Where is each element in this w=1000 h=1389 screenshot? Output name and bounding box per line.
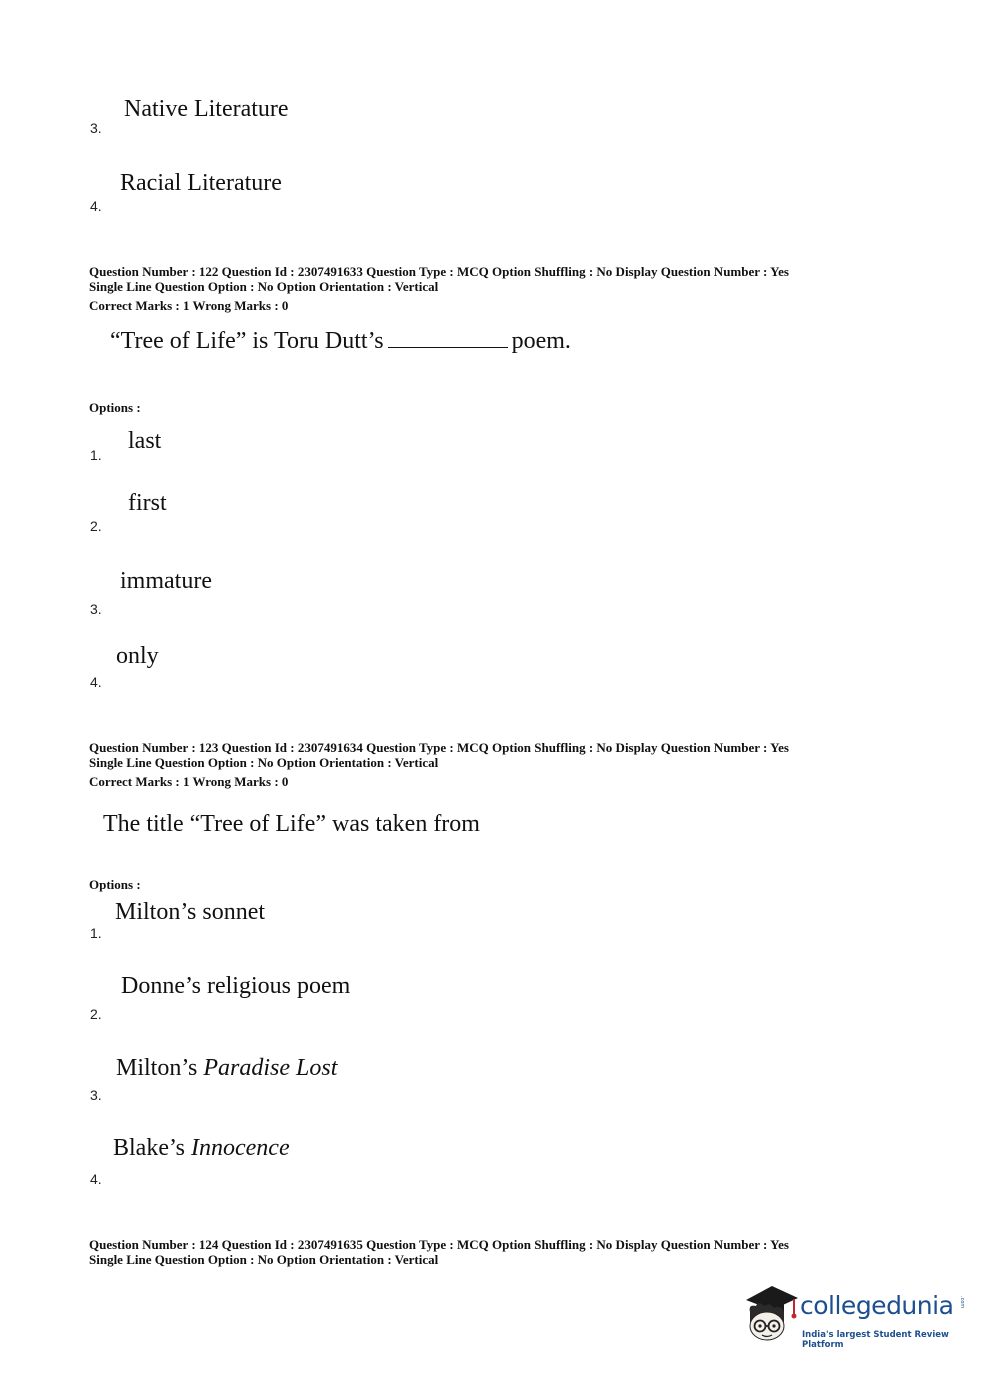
question-meta [89, 264, 789, 294]
option-text [113, 1135, 290, 1162]
option-number: 3. [90, 1087, 102, 1103]
question-meta [89, 740, 789, 770]
option-number: 1. [90, 925, 102, 941]
question-meta [89, 1237, 789, 1267]
answer-blank [388, 329, 508, 348]
option-text: last [128, 428, 162, 454]
option-text: Native Literature [124, 96, 289, 122]
marks-line: Correct Marks : 1 Wrong Marks : 0 [89, 298, 289, 313]
options-label: Options : [89, 877, 141, 892]
question-text [110, 328, 571, 355]
option-text-italic: Paradise Lost [203, 1055, 338, 1081]
option-text-plain: Blake’s [113, 1135, 191, 1161]
option-number: 4. [90, 1171, 102, 1187]
question-text-after: poem. [511, 328, 571, 354]
options-label: Options : [89, 400, 141, 415]
option-text: first [128, 490, 167, 516]
option-text: Donne’s religious poem [121, 973, 351, 999]
collegedunia-logo [742, 1282, 972, 1352]
option-text-plain: Milton’s [116, 1055, 204, 1081]
question-text-before: “Tree of Life” is Toru Dutt’s [110, 328, 384, 354]
meta-line: Question Number : 124 Question Id : 2307491635 Question Type : MCQ Option Shuffling : No Display Question Number : Yes [89, 1237, 789, 1252]
option-number: 2. [90, 1006, 102, 1022]
option-text: Milton’s sonnet [115, 899, 266, 925]
question-text: The title “Tree of Life” was taken from [103, 811, 480, 837]
option-text: only [116, 643, 159, 669]
option-number: 4. [90, 198, 102, 214]
option-text: Racial Literature [120, 170, 282, 196]
marks-line: Correct Marks : 1 Wrong Marks : 0 [89, 774, 289, 789]
option-number: 2. [90, 518, 102, 534]
option-number: 4. [90, 674, 102, 690]
logo-com: .com [959, 1296, 965, 1309]
mascot-icon [742, 1282, 800, 1352]
option-number: 3. [90, 120, 102, 136]
option-number: 3. [90, 601, 102, 617]
meta-line: Single Line Question Option : No Option Orientation : Vertical [89, 755, 439, 770]
meta-line: Question Number : 122 Question Id : 2307491633 Question Type : MCQ Option Shuffling : No Display Question Number : Yes [89, 264, 789, 279]
meta-line: Single Line Question Option : No Option Orientation : Vertical [89, 279, 439, 294]
meta-line: Question Number : 123 Question Id : 2307491634 Question Type : MCQ Option Shuffling : No Display Question Number : Yes [89, 740, 789, 755]
meta-line: Single Line Question Option : No Option Orientation : Vertical [89, 1252, 439, 1267]
logo-tagline: India's largest Student Review Platform [802, 1330, 949, 1350]
option-text-italic: Innocence [191, 1135, 290, 1161]
option-number: 1. [90, 447, 102, 463]
option-text [116, 1055, 337, 1082]
logo-wordmark: collegedunia [800, 1291, 954, 1320]
option-text: immature [120, 568, 212, 594]
